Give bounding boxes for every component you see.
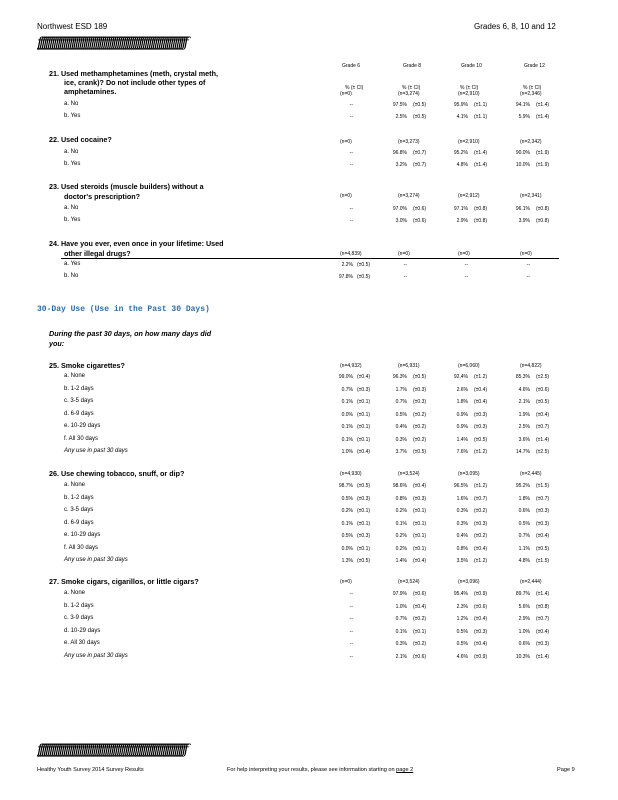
- question-21-title-line3: amphetamines.: [64, 87, 117, 96]
- confidence-interval: (±0.1): [357, 424, 371, 430]
- percent-value: 2.1%: [395, 654, 407, 660]
- grade-header-12: Grade 12: [524, 63, 545, 69]
- percent-value: 97.8%: [338, 274, 353, 280]
- response-label: a. No: [64, 205, 79, 211]
- percent-value: 97.0%: [392, 206, 407, 212]
- confidence-interval: (±1.1): [474, 114, 488, 120]
- percent-value: 3.5%: [456, 558, 468, 564]
- response-label: a. No: [64, 101, 79, 107]
- percent-value: --: [349, 150, 353, 156]
- percent-value: 0.3%: [456, 508, 468, 514]
- confidence-interval: (±1.9): [536, 150, 550, 156]
- percent-value: --: [526, 274, 530, 280]
- confidence-interval: (±1.4): [536, 654, 550, 660]
- sample-size: (n=2,910): [458, 139, 480, 145]
- confidence-interval: (±0.3): [413, 387, 427, 393]
- percent-value: 96.8%: [392, 150, 407, 156]
- percent-value: 97.9%: [392, 591, 407, 597]
- confidence-interval: (±0.1): [357, 437, 371, 443]
- ci-header: % (± CI): [402, 85, 421, 91]
- sample-size: (n=0): [398, 251, 410, 257]
- confidence-interval: (±1.5): [536, 483, 550, 489]
- percent-value: 1.0%: [341, 449, 353, 455]
- percent-value: 1.9%: [518, 412, 530, 418]
- question-23-title-line2: doctor's prescription?: [64, 192, 140, 201]
- question-24-title-line2: other illegal drugs?: [64, 249, 131, 258]
- confidence-interval: (±0.7): [474, 496, 488, 502]
- percent-value: --: [349, 591, 353, 597]
- percent-value: 0.2%: [395, 533, 407, 539]
- percent-value: 4.6%: [456, 654, 468, 660]
- sample-size: (n=4,930): [340, 471, 362, 477]
- percent-value: 14.7%: [515, 449, 530, 455]
- percent-value: 85.3%: [515, 374, 530, 380]
- percent-value: 0.9%: [456, 412, 468, 418]
- response-label: Any use in past 30 days: [64, 653, 128, 659]
- percent-value: --: [349, 114, 353, 120]
- response-label: b. 1-2 days: [64, 603, 94, 609]
- percent-value: 96.3%: [392, 374, 407, 380]
- percent-value: 2.9%: [518, 616, 530, 622]
- percent-value: --: [349, 629, 353, 635]
- confidence-interval: (±0.2): [413, 424, 427, 430]
- percent-value: 1.8%: [456, 399, 468, 405]
- percent-value: 0.7%: [395, 616, 407, 622]
- confidence-interval: (±0.7): [536, 496, 550, 502]
- sample-size: (n=0): [340, 579, 352, 585]
- top-divider: ƒƒƒƒƒƒƒƒƒƒƒƒƒƒƒƒƒƒƒƒƒƒƒƒƒƒƒƒƒƒƒƒƒƒƒƒƒƒƒƒƒƒƒƒƒƒƒƒƒƒƒƒƒƒƒƒƒƒƒƒƒƒƒƒƒƒƒƒƒƒƒƒƒƒƒ: [37, 35, 186, 51]
- percent-value: 10.3%: [515, 654, 530, 660]
- percent-value: --: [526, 262, 530, 268]
- confidence-interval: (±0.8): [536, 218, 550, 224]
- percent-value: 2.2%: [341, 262, 353, 268]
- sample-size: (n=2,445): [520, 471, 542, 477]
- report-region: Northwest ESD 189: [37, 22, 108, 31]
- percent-value: 3.2%: [395, 162, 407, 168]
- percent-value: 0.6%: [518, 641, 530, 647]
- confidence-interval: (±0.4): [536, 412, 550, 418]
- percent-value: 0.0%: [341, 546, 353, 552]
- percent-value: --: [403, 274, 407, 280]
- percent-value: --: [349, 604, 353, 610]
- question-21-title-line2: ice, crank)? Do not include other types of: [64, 78, 206, 87]
- ci-header: % (± CI): [345, 85, 364, 91]
- sample-size: (n=0): [340, 193, 352, 199]
- question-25-title: 25. Smoke cigarettes?: [49, 361, 125, 370]
- percent-value: --: [349, 206, 353, 212]
- response-label: b. 1-2 days: [64, 495, 94, 501]
- confidence-interval: (±0.8): [474, 218, 488, 224]
- sample-size: (n=3,096): [458, 579, 480, 585]
- grade-header-8: Grade 8: [403, 63, 422, 69]
- sample-size: (n=4,839): [340, 251, 362, 257]
- confidence-interval: (±0.4): [536, 629, 550, 635]
- percent-value: 3.0%: [395, 218, 407, 224]
- confidence-interval: (±0.5): [413, 102, 427, 108]
- percent-value: 4.6%: [518, 387, 530, 393]
- confidence-interval: (±0.5): [357, 274, 371, 280]
- percent-value: 1.0%: [518, 629, 530, 635]
- confidence-interval: (±0.3): [474, 412, 488, 418]
- confidence-interval: (±0.3): [536, 521, 550, 527]
- confidence-interval: (±1.4): [536, 591, 550, 597]
- percent-value: 5.6%: [518, 604, 530, 610]
- percent-value: 2.5%: [395, 114, 407, 120]
- response-label: a. None: [64, 373, 86, 379]
- percent-value: 4.8%: [518, 558, 530, 564]
- section-intro-line1: During the past 30 days, on how many days did: [49, 329, 212, 338]
- confidence-interval: (±0.1): [413, 546, 427, 552]
- confidence-interval: (±0.7): [413, 150, 427, 156]
- percent-value: --: [349, 641, 353, 647]
- sample-size: (n=3,095): [458, 471, 480, 477]
- percent-value: --: [349, 654, 353, 660]
- confidence-interval: (±0.7): [413, 162, 427, 168]
- confidence-interval: (±0.2): [474, 508, 488, 514]
- percent-value: 0.5%: [341, 496, 353, 502]
- confidence-interval: (±0.1): [357, 399, 371, 405]
- question-26-title: 26. Use chewing tobacco, snuff, or dip?: [49, 469, 185, 478]
- response-label: e. 10-29 days: [64, 423, 101, 429]
- confidence-interval: (±0.4): [474, 399, 488, 405]
- percent-value: 97.5%: [392, 102, 407, 108]
- confidence-interval: (±0.2): [474, 533, 488, 539]
- confidence-interval: (±0.1): [413, 533, 427, 539]
- confidence-interval: (±0.1): [357, 546, 371, 552]
- confidence-interval: (±0.9): [474, 591, 488, 597]
- percent-value: 7.6%: [456, 449, 468, 455]
- response-label: d. 6-9 days: [64, 520, 94, 526]
- confidence-interval: (±0.5): [413, 449, 427, 455]
- percent-value: 0.2%: [395, 508, 407, 514]
- confidence-interval: (±2.5): [536, 449, 550, 455]
- percent-value: 0.8%: [395, 496, 407, 502]
- confidence-interval: (±1.4): [536, 102, 550, 108]
- response-label: c. 3-5 days: [64, 507, 94, 513]
- footer-page-link[interactable]: page 2: [396, 767, 414, 773]
- percent-value: 0.9%: [456, 424, 468, 430]
- confidence-interval: (±0.5): [536, 546, 550, 552]
- confidence-interval: (±0.3): [536, 508, 550, 514]
- percent-value: 10.0%: [515, 162, 530, 168]
- percent-value: --: [349, 218, 353, 224]
- percent-value: 0.5%: [518, 521, 530, 527]
- sample-size: (n=4,822): [520, 363, 542, 369]
- percent-value: --: [403, 262, 407, 268]
- confidence-interval: (±0.5): [357, 483, 371, 489]
- confidence-interval: (±0.1): [413, 521, 427, 527]
- question-23-title-line1: 23. Used steroids (muscle builders) without a: [49, 182, 204, 191]
- confidence-interval: (±0.5): [413, 114, 427, 120]
- confidence-interval: (±0.1): [413, 508, 427, 514]
- percent-value: 4.1%: [456, 114, 468, 120]
- sample-size: (n=2,910): [458, 91, 480, 97]
- confidence-interval: (±1.2): [474, 374, 488, 380]
- confidence-interval: (±0.2): [413, 616, 427, 622]
- percent-value: 2.3%: [456, 604, 468, 610]
- confidence-interval: (±0.1): [357, 521, 371, 527]
- percent-value: 96.1%: [515, 206, 530, 212]
- sample-size: (n=3,274): [398, 91, 420, 97]
- confidence-interval: (±0.7): [536, 424, 550, 430]
- percent-value: 98.6%: [392, 483, 407, 489]
- footer-page-number: Page 9: [557, 767, 575, 773]
- confidence-interval: (±0.6): [413, 218, 427, 224]
- percent-value: 3.9%: [518, 218, 530, 224]
- confidence-interval: (±0.5): [413, 374, 427, 380]
- response-label: e. All 30 days: [64, 640, 100, 646]
- confidence-interval: (±1.9): [536, 162, 550, 168]
- percent-value: 96.5%: [453, 483, 468, 489]
- percent-value: --: [349, 102, 353, 108]
- response-label: a. No: [64, 149, 79, 155]
- confidence-interval: (±0.8): [474, 206, 488, 212]
- confidence-interval: (±0.5): [474, 437, 488, 443]
- response-label: e. 10-29 days: [64, 532, 101, 538]
- sample-size: (n=0): [520, 251, 532, 257]
- percent-value: 89.7%: [515, 591, 530, 597]
- percent-value: 0.7%: [395, 399, 407, 405]
- percent-value: 5.9%: [518, 114, 530, 120]
- response-label: d. 10-29 days: [64, 628, 101, 634]
- sample-size: (n=2,346): [520, 91, 542, 97]
- confidence-interval: (±0.3): [357, 496, 371, 502]
- percent-value: --: [464, 262, 468, 268]
- percent-value: 1.0%: [395, 604, 407, 610]
- percent-value: 1.4%: [395, 558, 407, 564]
- percent-value: 3.6%: [518, 437, 530, 443]
- grade-header-10: Grade 10: [461, 63, 482, 69]
- response-label: b. 1-2 days: [64, 386, 94, 392]
- percent-value: 98.7%: [338, 483, 353, 489]
- confidence-interval: (±0.4): [474, 616, 488, 622]
- percent-value: 4.8%: [456, 162, 468, 168]
- confidence-interval: (±0.4): [474, 641, 488, 647]
- confidence-interval: (±0.4): [357, 449, 371, 455]
- percent-value: 0.4%: [395, 424, 407, 430]
- percent-value: 2.9%: [456, 218, 468, 224]
- percent-value: 0.0%: [341, 412, 353, 418]
- section-title: 30-Day Use (Use in the Past 30 Days): [37, 305, 210, 314]
- sample-size: (n=0): [458, 251, 470, 257]
- percent-value: 0.5%: [395, 412, 407, 418]
- confidence-interval: (±0.3): [474, 629, 488, 635]
- sample-size: (n=3,524): [398, 579, 420, 585]
- percent-value: 1.3%: [341, 558, 353, 564]
- percent-value: 1.4%: [456, 437, 468, 443]
- confidence-interval: (±0.1): [413, 629, 427, 635]
- confidence-interval: (±0.6): [413, 206, 427, 212]
- sample-size: (n=3,524): [398, 471, 420, 477]
- percent-value: 0.5%: [456, 641, 468, 647]
- confidence-interval: (±0.5): [357, 262, 371, 268]
- percent-value: 0.1%: [341, 521, 353, 527]
- percent-value: 94.1%: [515, 102, 530, 108]
- percent-value: 95.2%: [515, 483, 530, 489]
- percent-value: 0.5%: [341, 533, 353, 539]
- confidence-interval: (±0.4): [357, 374, 371, 380]
- confidence-interval: (±1.4): [536, 114, 550, 120]
- confidence-interval: (±0.4): [536, 533, 550, 539]
- percent-value: 3.7%: [395, 449, 407, 455]
- response-label: c. 3-9 days: [64, 615, 94, 621]
- confidence-interval: (±0.6): [536, 387, 550, 393]
- confidence-interval: (±1.4): [474, 162, 488, 168]
- percent-value: 0.2%: [395, 546, 407, 552]
- report-grades: Grades 6, 8, 10 and 12: [474, 22, 556, 31]
- confidence-interval: (±0.4): [413, 558, 427, 564]
- confidence-interval: (±0.4): [474, 546, 488, 552]
- confidence-interval: (±0.3): [413, 496, 427, 502]
- confidence-interval: (±1.2): [474, 483, 488, 489]
- sample-size: (n=0): [340, 139, 352, 145]
- percent-value: 0.1%: [341, 424, 353, 430]
- percent-value: 0.7%: [341, 387, 353, 393]
- percent-value: 0.3%: [456, 521, 468, 527]
- percent-value: 0.7%: [518, 533, 530, 539]
- percent-value: --: [349, 162, 353, 168]
- confidence-interval: (±0.6): [474, 604, 488, 610]
- confidence-interval: (±0.1): [357, 412, 371, 418]
- percent-value: 99.0%: [338, 374, 353, 380]
- confidence-interval: (±0.4): [474, 387, 488, 393]
- confidence-interval: (±0.7): [536, 616, 550, 622]
- percent-value: 1.1%: [518, 546, 530, 552]
- percent-value: 1.7%: [395, 387, 407, 393]
- response-label: c. 3-5 days: [64, 398, 94, 404]
- sample-size: (n=3,273): [398, 139, 420, 145]
- percent-value: 0.1%: [341, 399, 353, 405]
- footer-help-text: [227, 767, 413, 773]
- sample-size: (n=3,274): [398, 193, 420, 199]
- confidence-interval: (±1.2): [474, 449, 488, 455]
- percent-value: 97.1%: [453, 206, 468, 212]
- response-label: a. Yes: [64, 261, 81, 267]
- question-24-underline: [61, 258, 559, 259]
- ci-header: % (± CI): [460, 85, 479, 91]
- confidence-interval: (±0.9): [474, 654, 488, 660]
- confidence-interval: (±1.2): [474, 558, 488, 564]
- percent-value: 0.2%: [341, 508, 353, 514]
- percent-value: 0.1%: [395, 629, 407, 635]
- response-label: b. Yes: [64, 161, 81, 167]
- response-label: d. 6-9 days: [64, 411, 94, 417]
- response-label: b. Yes: [64, 217, 81, 223]
- confidence-interval: (±0.5): [357, 558, 371, 564]
- confidence-interval: (±0.3): [474, 521, 488, 527]
- confidence-interval: (±0.1): [357, 508, 371, 514]
- grade-header-6: Grade 6: [342, 63, 361, 69]
- percent-value: 95.4%: [453, 591, 468, 597]
- percent-value: 0.3%: [395, 641, 407, 647]
- confidence-interval: (±0.6): [413, 591, 427, 597]
- confidence-interval: (±0.3): [474, 424, 488, 430]
- confidence-interval: (±0.3): [536, 641, 550, 647]
- percent-value: 2.5%: [518, 424, 530, 430]
- footer-help-label: For help interpreting your results, please see information starting on: [227, 767, 395, 773]
- question-22-title: 22. Used cocaine?: [49, 135, 112, 144]
- response-label: a. None: [64, 590, 86, 596]
- percent-value: 95.2%: [453, 150, 468, 156]
- percent-value: 0.8%: [456, 546, 468, 552]
- question-21-title-line1: 21. Used methamphetamines (meth, crystal meth,: [49, 69, 218, 78]
- percent-value: 1.2%: [456, 616, 468, 622]
- percent-value: 0.4%: [456, 533, 468, 539]
- response-label: Any use in past 30 days: [64, 448, 128, 454]
- response-label: b. Yes: [64, 113, 81, 119]
- confidence-interval: (±0.3): [357, 533, 371, 539]
- confidence-interval: (±0.3): [357, 387, 371, 393]
- sample-size: (n=2,342): [520, 139, 542, 145]
- response-label: b. No: [64, 273, 79, 279]
- confidence-interval: (±1.4): [536, 437, 550, 443]
- percent-value: 92.4%: [453, 374, 468, 380]
- confidence-interval: (±0.4): [413, 604, 427, 610]
- sample-size: (n=6,060): [458, 363, 480, 369]
- confidence-interval: (±0.2): [413, 412, 427, 418]
- response-label: a. None: [64, 482, 86, 488]
- confidence-interval: (±0.8): [536, 206, 550, 212]
- sample-size: (n=6,931): [398, 363, 420, 369]
- sample-size: (n=0): [340, 91, 352, 97]
- sample-size: (n=2,444): [520, 579, 542, 585]
- footer-report-name: Healthy Youth Survey 2014 Survey Results: [37, 767, 144, 773]
- confidence-interval: (±0.4): [413, 483, 427, 489]
- percent-value: 95.9%: [453, 102, 468, 108]
- question-27-title: 27. Smoke cigars, cigarillos, or little cigars?: [49, 577, 199, 586]
- section-intro-line2: you:: [49, 339, 65, 348]
- percent-value: 0.6%: [518, 508, 530, 514]
- confidence-interval: (±0.2): [413, 437, 427, 443]
- confidence-interval: (±0.3): [413, 399, 427, 405]
- confidence-interval: (±0.8): [536, 604, 550, 610]
- percent-value: 0.3%: [395, 437, 407, 443]
- confidence-interval: (±1.4): [474, 150, 488, 156]
- percent-value: --: [464, 274, 468, 280]
- percent-value: --: [349, 616, 353, 622]
- percent-value: 90.0%: [515, 150, 530, 156]
- confidence-interval: (±0.2): [413, 641, 427, 647]
- bottom-divider: ƒƒƒƒƒƒƒƒƒƒƒƒƒƒƒƒƒƒƒƒƒƒƒƒƒƒƒƒƒƒƒƒƒƒƒƒƒƒƒƒƒƒƒƒƒƒƒƒƒƒƒƒƒƒƒƒƒƒƒƒƒƒƒƒƒƒƒƒƒƒƒƒƒƒƒ: [37, 742, 186, 758]
- response-label: f. All 30 days: [64, 545, 99, 551]
- confidence-interval: (±1.1): [474, 102, 488, 108]
- percent-value: 0.5%: [456, 629, 468, 635]
- percent-value: 1.6%: [456, 496, 468, 502]
- response-label: Any use in past 30 days: [64, 557, 128, 563]
- percent-value: 2.6%: [456, 387, 468, 393]
- sample-size: (n=4,932): [340, 363, 362, 369]
- response-label: f. All 30 days: [64, 436, 99, 442]
- percent-value: 0.1%: [395, 521, 407, 527]
- confidence-interval: (±1.5): [536, 558, 550, 564]
- confidence-interval: (±0.6): [413, 654, 427, 660]
- sample-size: (n=2,912): [458, 193, 480, 199]
- percent-value: 2.1%: [518, 399, 530, 405]
- ci-header: % (± CI): [523, 85, 542, 91]
- percent-value: 0.1%: [341, 437, 353, 443]
- confidence-interval: (±0.5): [536, 399, 550, 405]
- sample-size: (n=2,341): [520, 193, 542, 199]
- question-24-title-line1: 24. Have you ever, even once in your lifetime: Used: [49, 239, 224, 248]
- percent-value: 1.8%: [518, 496, 530, 502]
- confidence-interval: (±2.5): [536, 374, 550, 380]
